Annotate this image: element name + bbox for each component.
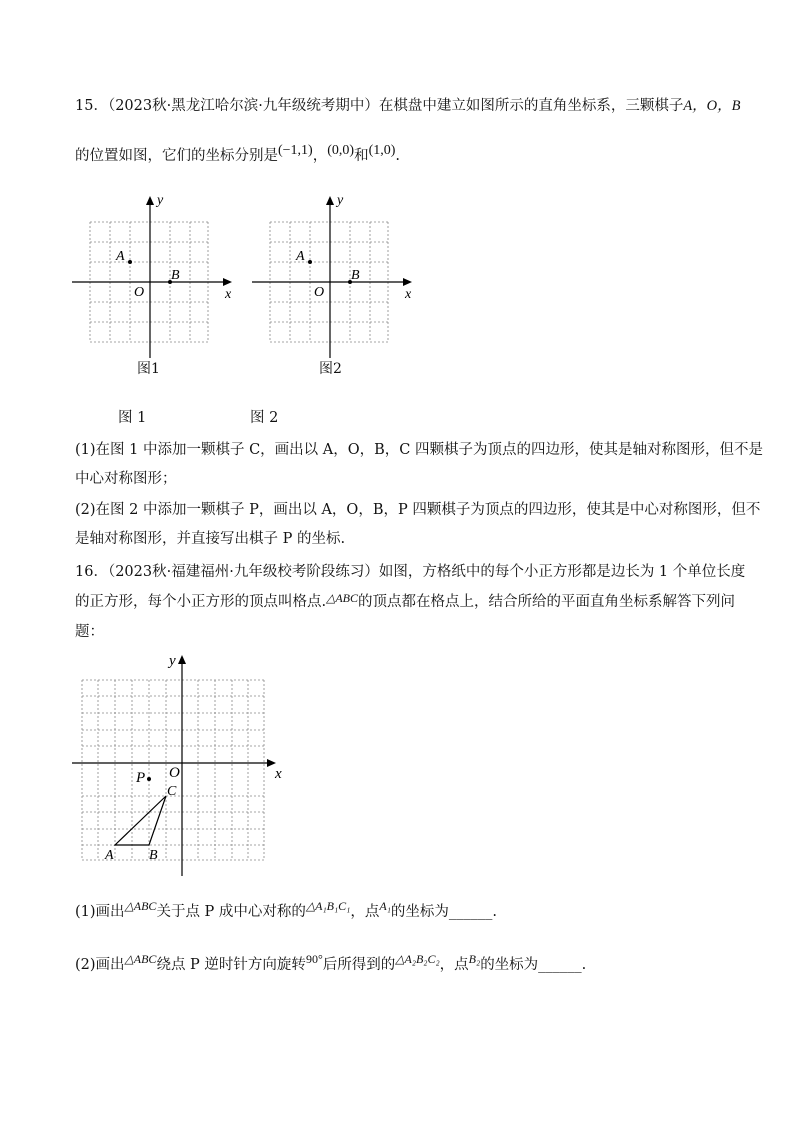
q15-coord3: (1,0) — [368, 143, 396, 158]
q16-source: （2023秋·福建福州·九年级校考阶段练习） — [107, 564, 379, 580]
q16-part2-pt: B₂ — [468, 952, 481, 966]
q15-end: . — [395, 148, 400, 164]
q16-part2-e: 的坐标为______. — [480, 957, 587, 973]
vertex-b-label: B — [149, 848, 158, 863]
q15-line1 — [75, 96, 741, 116]
q15-points: A，O，B — [683, 98, 741, 114]
q16-figure — [70, 648, 285, 880]
q15-stem-a: 在棋盘中建立如图所示的直角坐标系，三颗棋子 — [378, 98, 684, 114]
q15-part1-l1: (1)在图 1 中添加一颗棋子 C，画出以 A，O，B，C 四颗棋子为顶点的四边形，使其是轴对称图形，但不是 — [75, 442, 764, 458]
triangle-abc — [115, 796, 166, 845]
q15-coord2: (0,0) — [327, 143, 355, 158]
piece-b-label: B — [171, 268, 180, 283]
piece-a — [128, 260, 132, 264]
q16-part1-b: 关于点 P 成中心对称的 — [156, 904, 306, 920]
q16-part1-d: 的坐标为______. — [390, 904, 497, 920]
q15-part1-l2: 中心对称图形； — [75, 471, 177, 487]
y-label: y — [337, 193, 344, 208]
q16-part1-c: ，点 — [350, 904, 380, 920]
q15-figure1 — [68, 188, 238, 358]
q15-sep1: ， — [312, 148, 328, 164]
q16-part1 — [75, 899, 497, 922]
sub-caption-2: 图 2 — [250, 410, 279, 426]
q15-coord1: (−1,1) — [278, 143, 313, 158]
origin-label: O — [134, 285, 145, 300]
x-label: x — [225, 287, 232, 302]
piece-a-label: A — [296, 249, 305, 264]
q16-part2-b: 绕点 P 逆时针方向旋转 — [156, 957, 306, 973]
q16-stem-b1: 的正方形，每个小正方形的顶点叫格点. — [75, 594, 327, 610]
vertex-a-label: A — [105, 848, 114, 863]
origin-label: O — [169, 765, 180, 781]
y-axis-arrow-icon — [326, 196, 334, 205]
piece-a — [308, 260, 312, 264]
y-axis-arrow-icon — [178, 655, 186, 664]
q16-part1-a: (1)画出 — [75, 904, 125, 920]
q15-and: 和 — [354, 148, 369, 164]
q16-part2-c: 后所得到的 — [322, 957, 396, 973]
piece-a-label: A — [116, 249, 125, 264]
fig2-caption: 图2 — [319, 361, 342, 377]
y-label: y — [169, 653, 176, 669]
q16-part1-pt: A₁ — [379, 899, 391, 913]
piece-b-label: B — [351, 268, 360, 283]
q16-line1 — [75, 562, 745, 582]
q16-part2-d: ，点 — [439, 957, 469, 973]
origin-label: O — [314, 285, 325, 300]
q15-part2-l1: (2)在图 2 中添加一颗棋子 P，画出以 A，O，B，P 四颗棋子为顶点的四边形，使其是中心对称图形，但不 — [75, 502, 761, 518]
q16-part2-angle: 90° — [305, 952, 323, 966]
q16-part2-tri: △ABC — [124, 952, 157, 966]
x-axis-arrow-icon — [223, 278, 232, 286]
y-label: y — [157, 193, 164, 208]
sub-caption-1: 图 1 — [118, 410, 147, 426]
x-label: x — [405, 287, 412, 302]
y-axis-arrow-icon — [146, 196, 154, 205]
q16-stem-b2: 的顶点都在格点上，结合所给的平面直角坐标系解答下列问 — [358, 594, 736, 610]
q15-line2 — [75, 143, 400, 167]
q16-number: 16． — [75, 564, 108, 580]
q16-stem-c: 题： — [75, 624, 104, 640]
point-p — [147, 777, 151, 781]
x-label: x — [275, 766, 282, 782]
q15-number: 15． — [75, 98, 108, 114]
q16-part1-tri1: △A₁B₁C₁ — [305, 899, 351, 913]
vertex-c-label: C — [167, 784, 177, 799]
q15-figure2 — [248, 188, 418, 358]
q16-part1-tri: △ABC — [124, 899, 157, 913]
q15-part2-l2: 是轴对称图形，并直接写出棋子 P 的坐标. — [75, 531, 346, 547]
q15-stem-b: 的位置如图，它们的坐标分别是 — [75, 148, 278, 164]
fig1-caption: 图1 — [137, 361, 160, 377]
q15-source: （2023秋·黑龙江哈尔滨·九年级统考期中） — [107, 98, 379, 114]
q16-part2-a: (2)画出 — [75, 957, 125, 973]
x-axis-arrow-icon — [403, 278, 412, 286]
q16-part2-tri2: △A₂B₂C₂ — [395, 952, 440, 966]
q16-stem-a: 如图，方格纸中的每个小正方形都是边长为 1 个单位长度 — [378, 564, 746, 580]
q16-part2 — [75, 952, 587, 975]
q16-line2 — [75, 592, 735, 612]
point-p-label: P — [136, 770, 146, 786]
q16-triangle: △ABC — [326, 591, 359, 605]
